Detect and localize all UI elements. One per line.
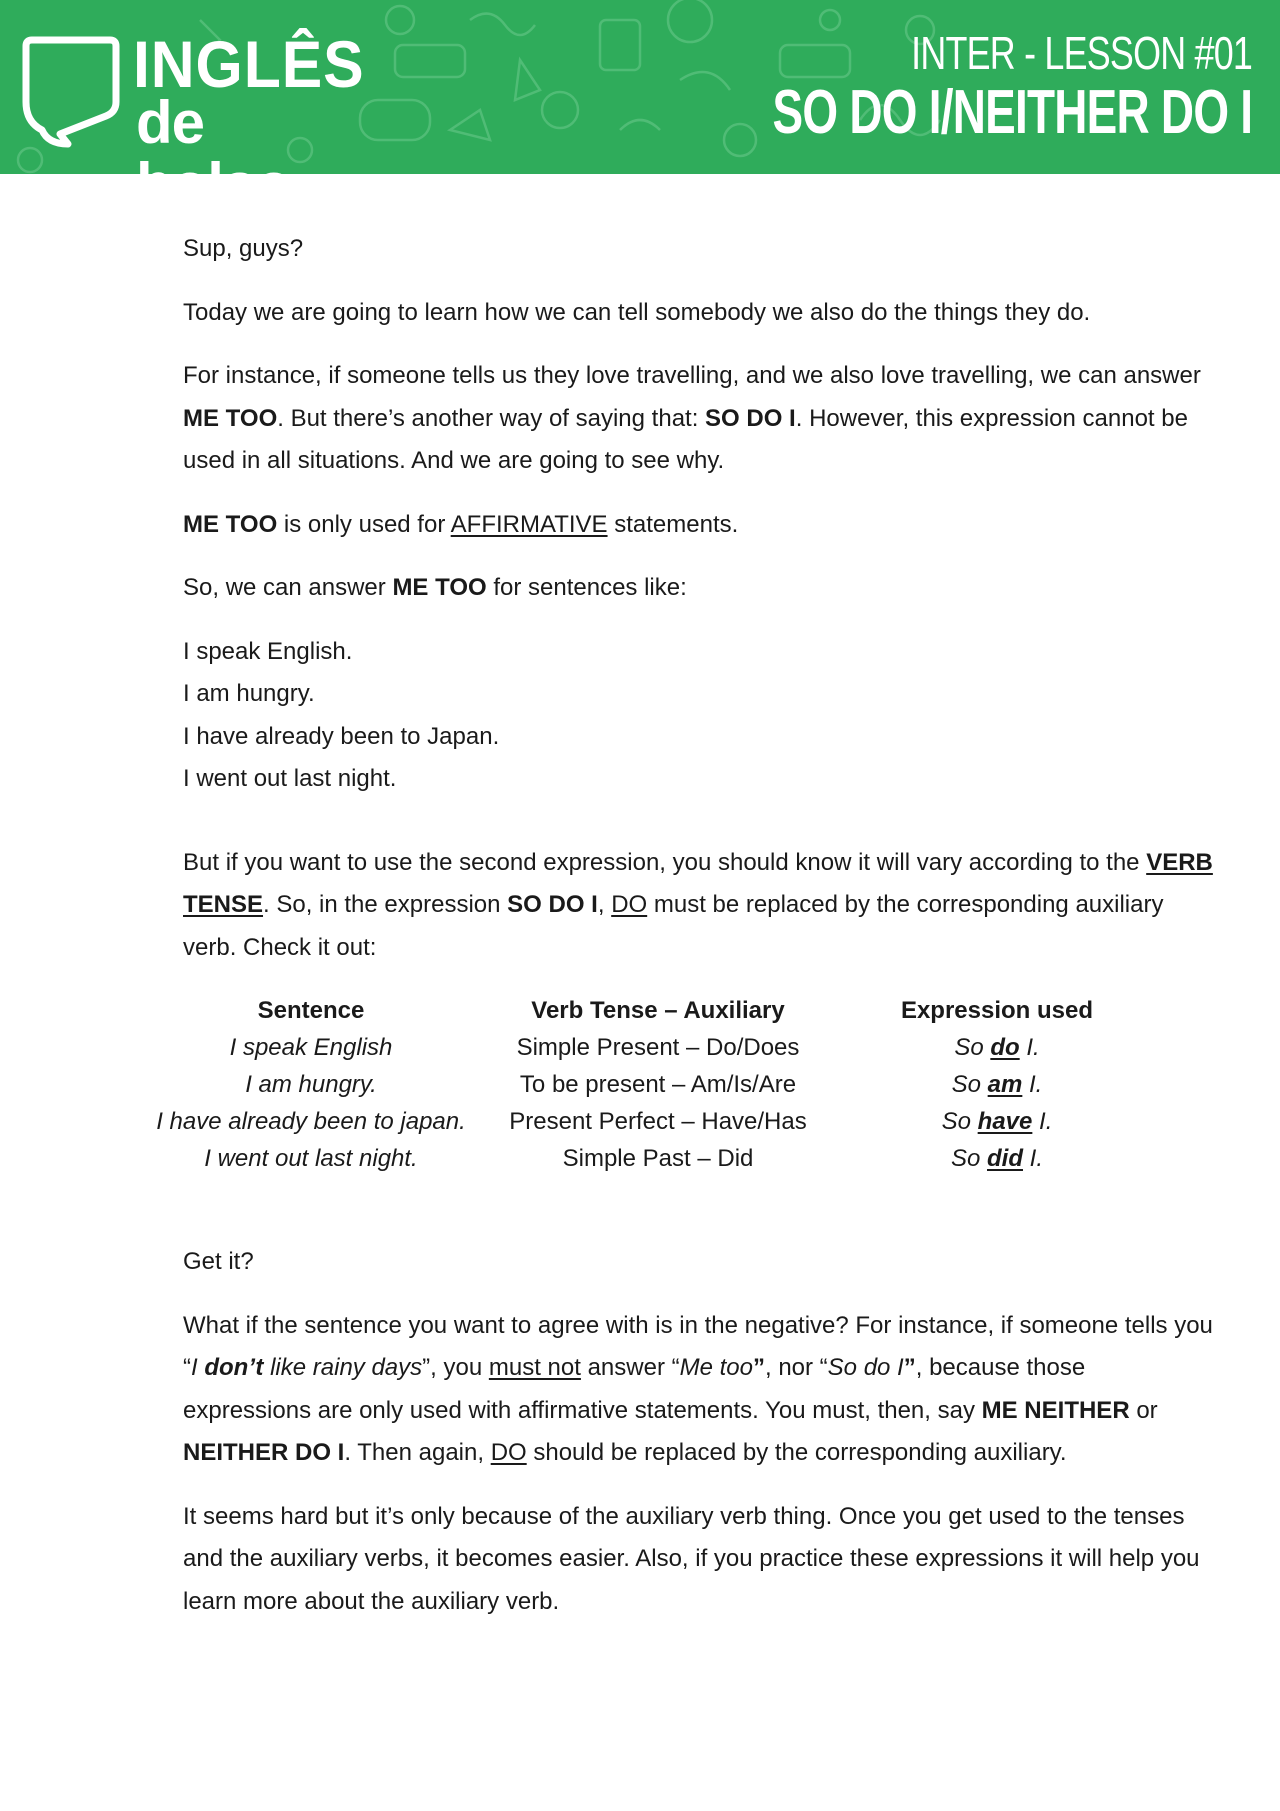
brand-name-line1: INGLÊS <box>133 27 365 101</box>
table-row <box>140 1029 1160 1066</box>
text-run: , because those expressions are only used with affirmative statements. You must, then, say <box>183 1354 1086 1424</box>
sentence-cell: I speak English <box>229 1034 393 1061</box>
text-run: What if the sentence you want to agree with is in the negative? For instance, if someone tells you “ <box>183 1311 1213 1381</box>
lesson-title: SO DO I/NEITHER DO I <box>772 78 1252 147</box>
expression-cell <box>834 1140 1160 1177</box>
sentence-cell: I went out last night. <box>204 1145 418 1172</box>
text-run: . Then again, <box>344 1439 491 1466</box>
text-bold-underline: VERB TENSE <box>183 848 1213 918</box>
brand-logo[interactable] <box>20 27 365 218</box>
text-run: statements. <box>607 510 739 538</box>
table-row <box>140 1103 1160 1140</box>
text-bold: ME NEITHER <box>981 1396 1130 1424</box>
lesson-number: INTER - LESSON #01 <box>911 27 1252 79</box>
text-bold-italic: don’t <box>204 1354 264 1381</box>
tense-cell: Simple Present – Do/Does <box>516 1034 800 1061</box>
column-header: Verb Tense – Auxiliary <box>531 997 785 1024</box>
text-run: So <box>951 1071 988 1098</box>
text-run: I. <box>1019 1034 1040 1061</box>
text-run: But if you want to use the second expression, you should know it will vary according to the <box>183 848 1147 876</box>
brand-name-line2: de bolso <box>136 89 291 218</box>
paragraph-6 <box>183 1305 1213 1475</box>
text-bold: ME TOO <box>392 574 487 601</box>
text-bold: SO DO I <box>507 891 598 918</box>
tense-cell: To be present – Am/Is/Are <box>519 1071 797 1098</box>
text-run: I. <box>1023 1145 1044 1172</box>
auxiliary-verb: have <box>977 1108 1033 1135</box>
outro-section <box>183 1241 1213 1644</box>
text-underline: must not <box>488 1354 581 1381</box>
text-run: for sentences like: <box>486 574 687 601</box>
text-run: So <box>950 1145 987 1172</box>
text-bold: ME TOO <box>183 510 278 538</box>
lesson-header <box>0 0 1280 218</box>
text-bold: ” <box>903 1354 916 1381</box>
text-italic: I <box>191 1354 205 1381</box>
expression-cell <box>834 1066 1160 1103</box>
paragraph-5 <box>183 842 1213 970</box>
paragraph-2 <box>183 355 1213 483</box>
text-run: ”, you <box>422 1354 489 1381</box>
paragraph-3 <box>183 504 1213 547</box>
intro-section <box>183 228 1213 990</box>
text-bold: NEITHER DO I <box>183 1439 345 1466</box>
text-bold: ME TOO <box>183 404 278 432</box>
example-sentence: I speak English. <box>183 637 353 665</box>
text-run: . However, this expression cannot be used in all situations. And we are going to see why. <box>183 404 1188 474</box>
paragraph-4 <box>183 567 1213 610</box>
example-sentence: I have already been to Japan. <box>183 722 500 750</box>
text-run: should be replaced by the corresponding auxiliary. <box>526 1439 1067 1466</box>
auxiliary-verb: did <box>987 1145 1023 1172</box>
text-underline: DO <box>490 1439 527 1466</box>
text-run: answer “ <box>580 1354 680 1381</box>
text-underline: AFFIRMATIVE <box>450 510 608 538</box>
tense-cell: Simple Past – Did <box>562 1145 754 1172</box>
text-run: I. <box>1032 1108 1053 1135</box>
text-bold: SO DO I <box>705 404 796 432</box>
text-run: . So, in the expression <box>263 891 508 918</box>
column-header: Expression used <box>900 997 1094 1024</box>
expression-cell <box>834 1029 1160 1066</box>
paragraph-1: Today we are going to learn how we can tell somebody we also do the things they do. <box>183 298 1091 326</box>
text-run: is only used for <box>277 510 451 538</box>
text-run: So <box>941 1108 978 1135</box>
auxiliary-verb: do <box>990 1034 1020 1061</box>
sentence-cell: I am hungry. <box>245 1071 377 1098</box>
table-row <box>140 1140 1160 1177</box>
text-run: , <box>597 891 612 918</box>
text-italic: like rainy days <box>263 1354 423 1381</box>
table-row <box>140 1066 1160 1103</box>
text-run: For instance, if someone tells us they love travelling, and we also love travelling, we can answer <box>183 362 1201 389</box>
text-italic: So do I <box>827 1354 904 1381</box>
text-bold: ” <box>752 1354 765 1381</box>
sentence-cell: I have already been to japan. <box>156 1108 466 1135</box>
text-italic: Me too <box>679 1354 753 1381</box>
speech-bubble-icon <box>20 32 120 148</box>
text-run: So, we can answer <box>183 574 393 601</box>
text-run: or <box>1129 1396 1158 1424</box>
table-header-row <box>140 992 1160 1029</box>
get-it-text: Get it? <box>183 1248 254 1275</box>
expression-cell <box>834 1103 1160 1140</box>
text-run: must be replaced by the corresponding auxiliary verb. Check it out: <box>183 891 1164 961</box>
text-run: , nor “ <box>764 1354 828 1381</box>
text-run: So <box>954 1034 991 1061</box>
auxiliary-verb: am <box>987 1071 1023 1098</box>
auxiliary-table <box>140 992 1160 1177</box>
paragraph-7: It seems hard but it’s only because of the auxiliary verb thing. Once you get used to the tenses and the auxiliary verbs, it becomes easier. Also, if you practice these expressions it will help you learn more about the auxiliary verb. <box>183 1502 1200 1615</box>
text-run: I. <box>1022 1071 1043 1098</box>
greeting: Sup, guys? <box>183 235 304 262</box>
example-sentence: I went out last night. <box>183 765 397 792</box>
example-list <box>183 631 1213 801</box>
column-header: Sentence <box>257 997 365 1024</box>
text-run: . But there’s another way of saying that: <box>277 404 706 432</box>
text-underline: DO <box>611 891 648 918</box>
example-sentence: I am hungry. <box>183 680 315 707</box>
tense-cell: Present Perfect – Have/Has <box>509 1108 807 1135</box>
